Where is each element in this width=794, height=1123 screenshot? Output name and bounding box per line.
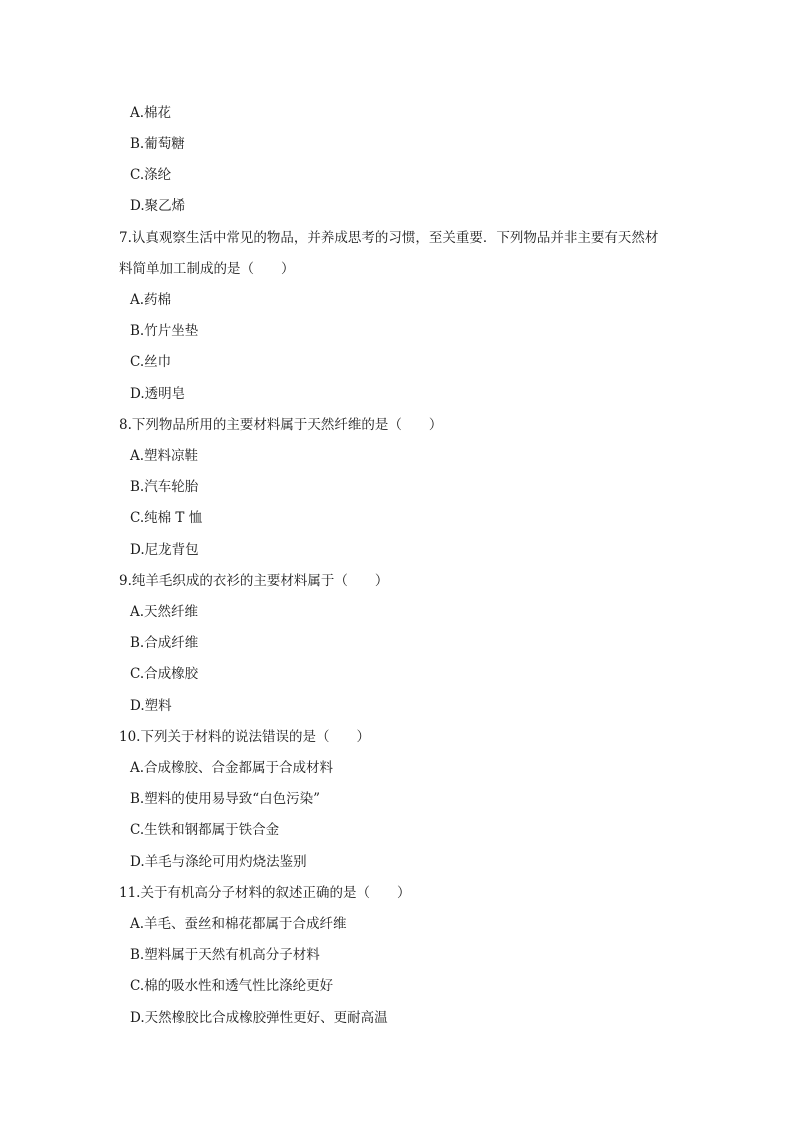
question-8: 8.下列物品所用的主要材料属于天然纤维的是（ ） [119,417,443,433]
question-11: 11.关于有机高分子材料的叙述正确的是（ ） [119,885,411,901]
option-7b: B.竹片坐垫 [130,323,199,339]
option-8b: B.汽车轮胎 [130,479,199,495]
option-6a: A.棉花 [130,105,172,121]
question-7-cont: 料简单加工制成的是（ ） [119,261,295,277]
option-8d: D.尼龙背包 [130,542,199,558]
option-11a: A.羊毛、蚕丝和棉花都属于合成纤维 [130,916,347,932]
option-6d: D.聚乙烯 [130,198,186,214]
option-11b: B.塑料属于天然有机高分子材料 [130,947,320,963]
option-10d: D.羊毛与涤纶可用灼烧法鉴别 [130,854,307,870]
question-10: 10.下列关于材料的说法错误的是（ ） [119,729,370,745]
question-9: 9.纯羊毛织成的衣衫的主要材料属于（ ） [119,573,389,589]
option-6b: B.葡萄糖 [130,136,185,152]
question-7: 7.认真观察生活中常见的物品，并养成思考的习惯，至关重要．下列物品并非主要有天然材 [119,230,659,246]
option-10c: C.生铁和钢都属于铁合金 [130,822,280,838]
option-8c: C.纯棉 T 恤 [130,510,203,526]
option-10b: B.塑料的使用易导致“白色污染” [130,791,321,807]
option-9c: C.合成橡胶 [130,666,199,682]
option-7c: C.丝巾 [130,354,172,370]
option-6c: C.涤纶 [130,167,172,183]
option-8a: A.塑料凉鞋 [130,448,199,464]
option-7a: A.药棉 [130,292,172,308]
option-11c: C.棉的吸水性和透气性比涤纶更好 [130,978,334,994]
option-9a: A.天然纤维 [130,604,199,620]
option-11d: D.天然橡胶比合成橡胶弹性更好、更耐高温 [130,1010,388,1026]
option-10a: A.合成橡胶、合金都属于合成材料 [130,760,334,776]
option-9b: B.合成纤维 [130,635,199,651]
option-7d: D.透明皂 [130,386,186,402]
option-9d: D.塑料 [130,698,172,714]
